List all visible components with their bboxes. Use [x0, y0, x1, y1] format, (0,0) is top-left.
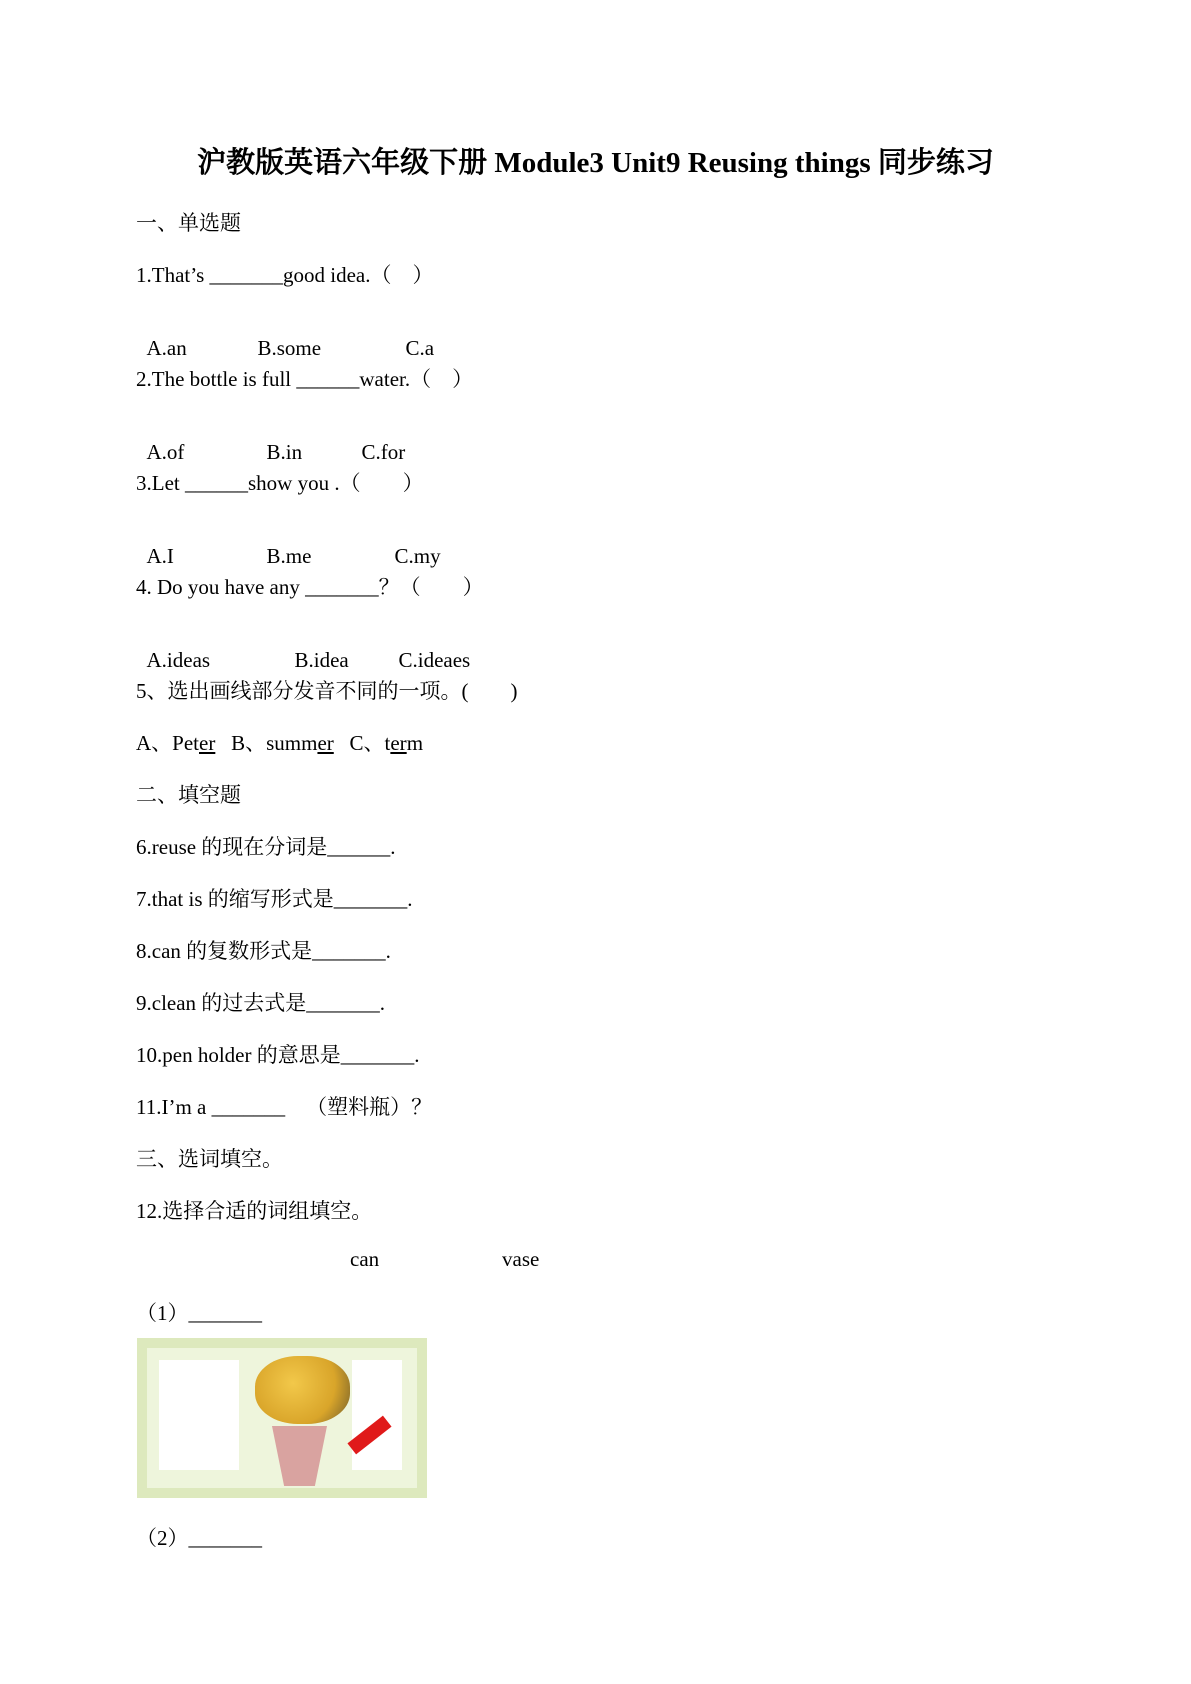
option-b: B.idea: [294, 648, 349, 672]
question-5-options: [136, 727, 423, 757]
question-7: 7.that is 的缩写形式是_______.: [136, 887, 413, 911]
question-2: 2.The bottle is full ______water.（ ）: [136, 367, 474, 391]
option-b: [231, 731, 334, 755]
option-c: C.for: [361, 440, 406, 464]
option-b: B.some: [257, 336, 322, 360]
blank-1: （1）_______: [136, 1301, 262, 1325]
option-a: A.ideas: [146, 648, 211, 672]
question-3: 3.Let ______show you .（ ）: [136, 471, 424, 495]
option-c: [350, 731, 424, 755]
option-c: C.my: [394, 544, 441, 568]
flowers-image: [255, 1356, 350, 1424]
question-4: 4. Do you have any _______？（ ）: [136, 575, 484, 599]
option-b-text: B、summ: [231, 731, 318, 755]
question-5: 5、选出画线部分发音不同的一项。( ): [136, 679, 518, 703]
question-8: 8.can 的复数形式是_______.: [136, 939, 391, 963]
question-3-options: [136, 519, 441, 569]
option-b: B.me: [266, 544, 312, 568]
option-b: B.in: [266, 440, 303, 464]
question-2-options: [136, 415, 405, 465]
option-c-suffix: m: [406, 731, 424, 755]
word-vase: vase: [502, 1247, 540, 1271]
option-c: C.ideaes: [398, 648, 471, 672]
word-can: can: [350, 1247, 380, 1271]
question-1: 1.That’s _______good idea.（ ）: [136, 263, 434, 287]
blank-2: （2）_______: [136, 1526, 262, 1550]
question-6: 6.reuse 的现在分词是______.: [136, 835, 396, 859]
question-1-options: [136, 311, 434, 361]
option-a-text: A、Pet: [136, 731, 199, 755]
option-a: [136, 731, 215, 755]
option-a-underlined: er: [199, 731, 216, 755]
option-a: A.I: [146, 544, 174, 568]
question-4-options: [136, 623, 470, 673]
vase-image: [272, 1426, 327, 1486]
option-a: A.an: [146, 336, 187, 360]
question-12: 12.选择合适的词组填空。: [136, 1199, 373, 1223]
option-c-text: C、t: [349, 731, 391, 755]
section-heading-fill-blank: 二、填空题: [136, 783, 241, 807]
option-a: A.of: [146, 440, 185, 464]
page-title: 沪教版英语六年级下册 Module3 Unit9 Reusing things 同步练习: [197, 147, 994, 179]
question-11: 11.I’m a _______ （塑料瓶）？: [136, 1095, 433, 1119]
vase-picture: [137, 1338, 427, 1498]
option-c: C.a: [405, 336, 435, 360]
option-b-underlined: er: [317, 731, 334, 755]
section-heading-word-choice: 三、选词填空。: [136, 1147, 283, 1171]
question-9: 9.clean 的过去式是_______.: [136, 991, 386, 1015]
question-10: 10.pen holder 的意思是_______.: [136, 1043, 420, 1067]
option-c-underlined: er: [390, 731, 407, 755]
section-heading-single-choice: 一、单选题: [136, 211, 241, 235]
